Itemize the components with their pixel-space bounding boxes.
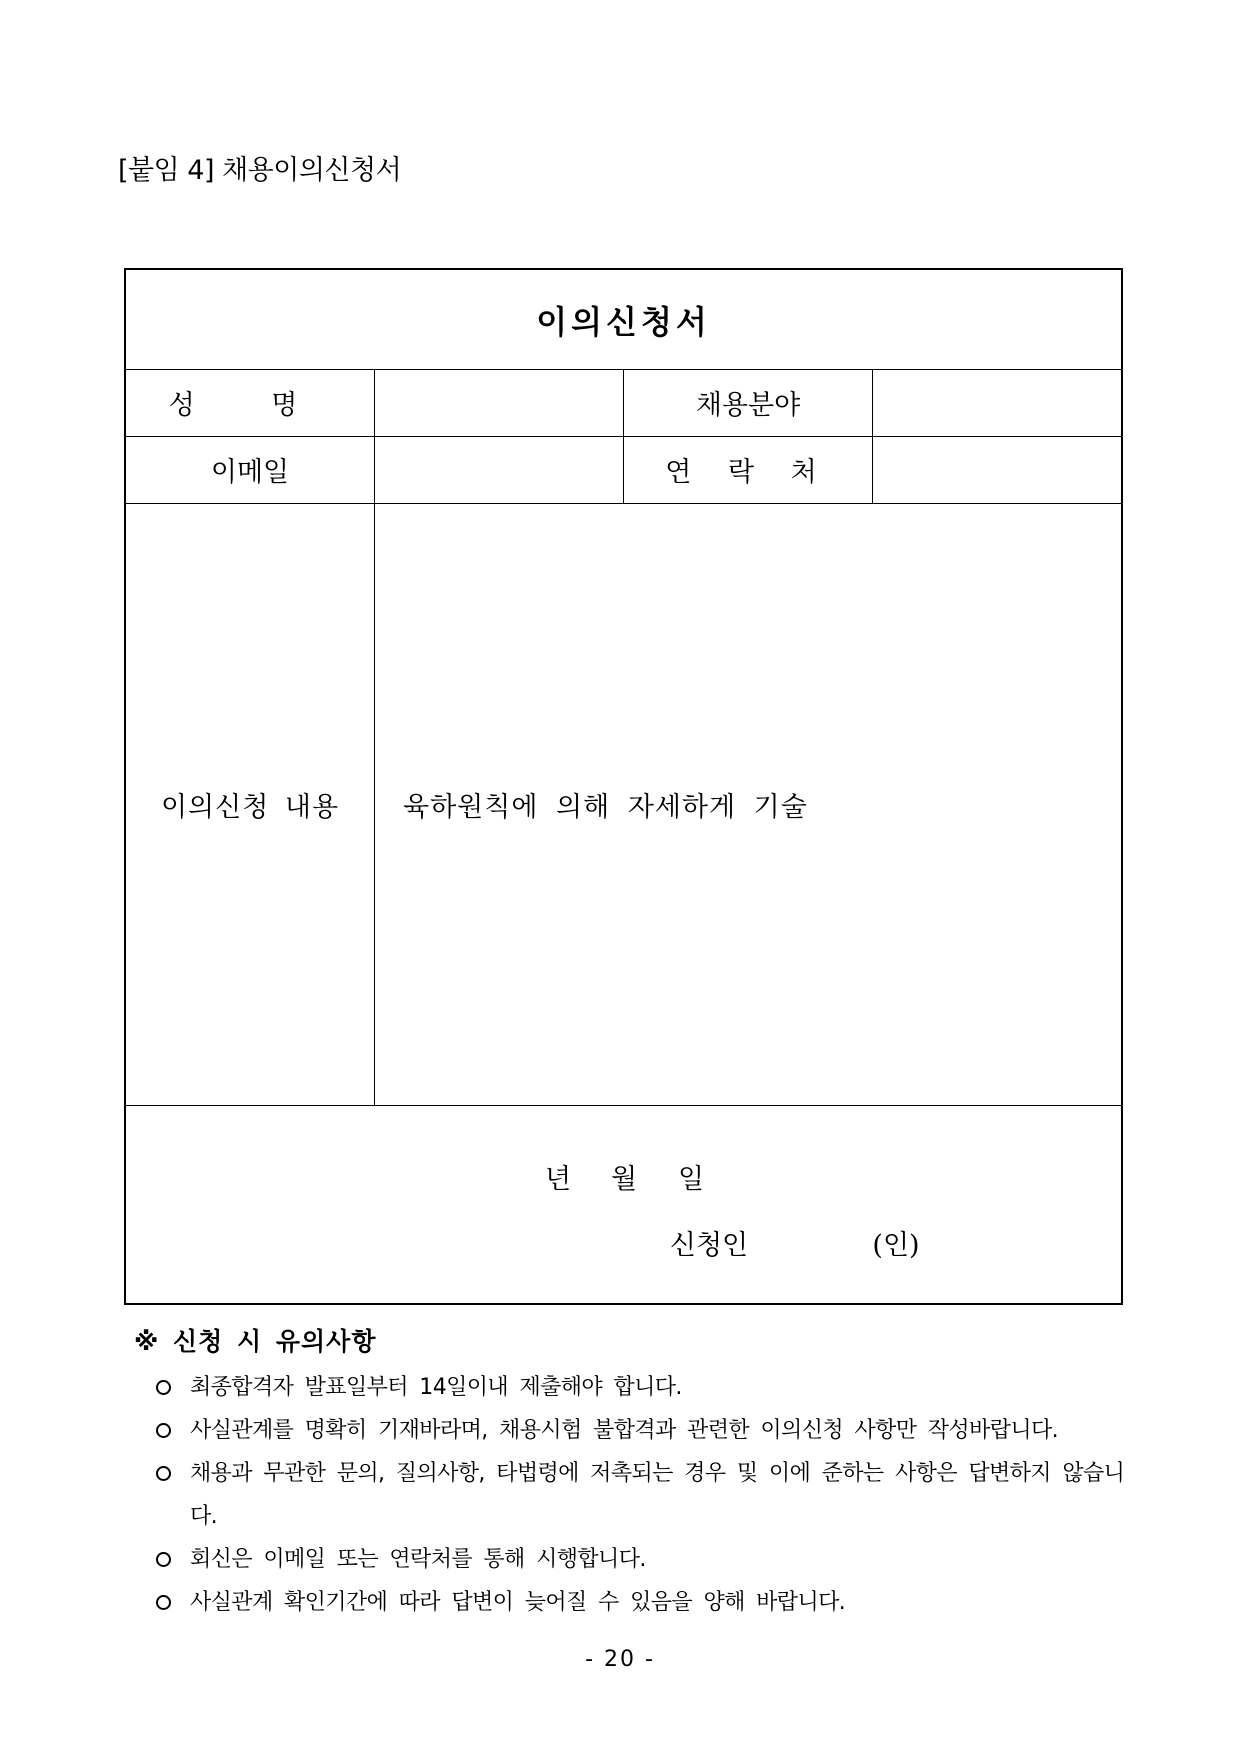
notice-item-text: 채용과 무관한 문의, 질의사항, 타법령에 저촉되는 경우 및 이에 준하는 사항은 답변하지 않습니다. (190, 1461, 1125, 1529)
notice-item-text: 최종합격자 발표일부터 14일이내 제출해야 합니다. (190, 1375, 682, 1400)
notice-list (152, 1366, 1132, 1624)
seal-mark: (인) (872, 1229, 920, 1261)
notice-item-text: 회신은 이메일 또는 연락처를 통해 시행합니다. (190, 1547, 646, 1572)
recruitment-field-label: 채용분야 (695, 390, 801, 421)
contact-field[interactable] (873, 436, 1121, 503)
objection-content-field[interactable]: 육하원칙에 의해 자세하게 기술 (403, 791, 808, 823)
attachment-title: [붙임 4] 채용이의신청서 (118, 155, 402, 186)
circle-bullet-icon (156, 1466, 171, 1481)
notice-item (152, 1366, 1132, 1409)
recruitment-field-input[interactable] (873, 369, 1121, 436)
notice-item (152, 1409, 1132, 1452)
notice-heading: ※ 신청 시 유의사항 (134, 1327, 377, 1356)
page-number: - 20 - (585, 1647, 655, 1672)
circle-bullet-icon (156, 1423, 171, 1438)
notice-item-text: 사실관계를 명확히 기재바라며, 채용시험 불합격과 관련한 이의신청 사항만 작성바랍니다. (190, 1418, 1059, 1443)
circle-bullet-icon (156, 1380, 171, 1395)
email-label: 이메일 (210, 457, 290, 488)
date-year-label: 년 (544, 1163, 572, 1195)
notice-item (152, 1581, 1132, 1624)
notice-item (152, 1538, 1132, 1581)
name-label: 성 명 (168, 390, 332, 421)
applicant-label: 신청인 (669, 1229, 749, 1261)
notice-item (152, 1452, 1132, 1538)
email-field[interactable] (375, 436, 623, 503)
date-month-label: 월 (610, 1163, 638, 1195)
name-field[interactable] (375, 369, 623, 436)
circle-bullet-icon (156, 1595, 171, 1610)
contact-label: 연 락 처 (665, 457, 831, 488)
date-day-label: 일 (677, 1163, 705, 1195)
objection-content-label: 이의신청 내용 (160, 791, 340, 823)
notice-item-text: 사실관계 확인기간에 따라 답변이 늦어질 수 있음을 양해 바랍니다. (190, 1590, 846, 1615)
circle-bullet-icon (156, 1552, 171, 1567)
row-divider (126, 1105, 1121, 1106)
form-title: 이의신청서 (536, 302, 711, 341)
objection-form-table (124, 268, 1123, 1305)
